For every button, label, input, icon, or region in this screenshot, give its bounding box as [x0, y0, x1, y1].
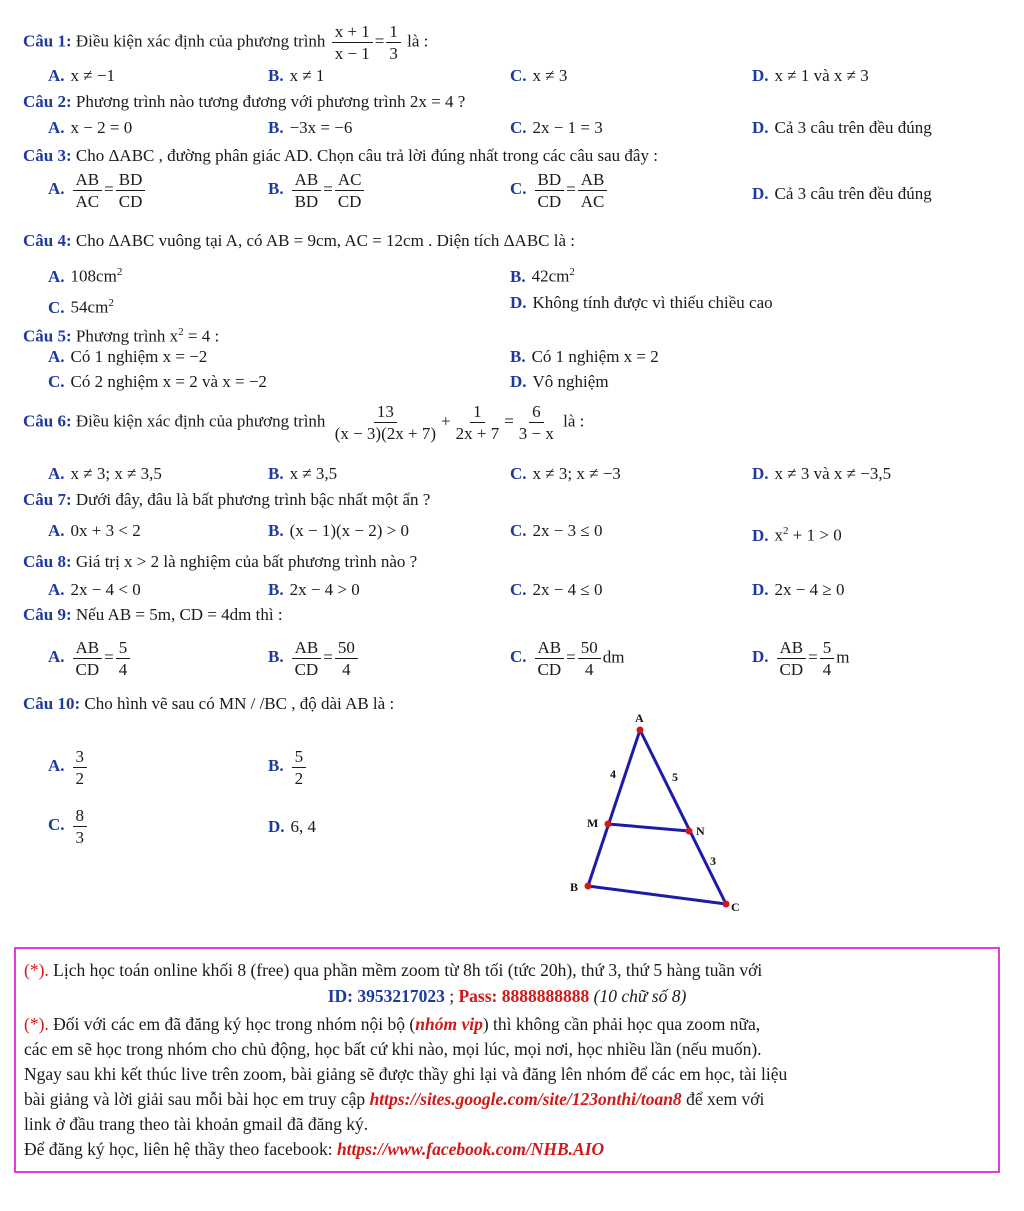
option-b[interactable]: B. x ≠ 3,5: [268, 464, 338, 483]
triangle-figure: [560, 708, 760, 918]
option-d[interactable]: D. x ≠ 3 và x ≠ −3,5: [752, 464, 892, 483]
question-text: Phương trình nào tương đương với phương trình 2x = 4 ?: [75, 92, 466, 111]
point-c: [723, 901, 730, 908]
question-text: Phương trình x: [75, 326, 179, 346]
option-a[interactable]: A. Có 1 nghiệm x = −2: [48, 347, 208, 366]
label-a: A: [635, 711, 644, 725]
fraction: $\frac{6}{3 - x}$: [518, 402, 554, 443]
point-b: [585, 883, 592, 890]
segment-ac: [640, 730, 726, 904]
label-c: C: [731, 900, 740, 914]
option-d[interactable]: D. 6, 4: [268, 817, 317, 836]
option-b[interactable]: B. −3x = −6: [268, 118, 353, 137]
question-2: [23, 92, 465, 112]
question-text: Cho hình vẽ sau có MN / /BC , độ dài AB là :: [84, 694, 395, 713]
notice-line-2: ID: 3953217023 ; Pass: 8888888888 (10 chữ số 8): [327, 986, 687, 1006]
option-d[interactable]: D. x ≠ 1 và x ≠ 3: [752, 66, 869, 85]
question-label: Câu 8:: [23, 552, 72, 571]
segment-ab: [588, 730, 640, 886]
option-b[interactable]: B. $42cm^2$: [510, 266, 575, 286]
option-a[interactable]: A. $\frac{3}{2}$: [48, 747, 89, 788]
option-c[interactable]: C. $54cm^2$: [48, 297, 114, 317]
question-text: Điều kiện xác định của phương trình: [75, 411, 326, 431]
options-row: [0, 638, 1024, 688]
label-an-length: 5: [672, 770, 678, 784]
question-label: Câu 10:: [23, 694, 81, 713]
fraction: $\frac{1}{3}$: [386, 22, 401, 63]
question-label: Câu 6:: [23, 411, 72, 431]
notice-line-5: Ngay sau khi kết thúc live trên zoom, bài giảng sẽ được thầy ghi lại và đăng lên nhóm để các em học, tài liệu: [24, 1064, 788, 1084]
question-10: [23, 694, 394, 714]
option-a[interactable]: A. $\frac{AB}{AC}$ = $\frac{BD}{CD}$: [48, 170, 147, 211]
option-d[interactable]: D. 2x − 4 ≥ 0: [752, 580, 845, 599]
question-label: Câu 3:: [23, 146, 72, 165]
option-a[interactable]: A. x − 2 = 0: [48, 118, 133, 137]
option-c[interactable]: C. Có 2 nghiệm x = 2 và x = −2: [48, 372, 267, 391]
question-label: Câu 7:: [23, 490, 72, 509]
option-c[interactable]: C. $\frac{BD}{CD}$ = $\frac{AB}{AC}$: [510, 170, 609, 211]
label-nc-length: 3: [710, 854, 716, 868]
point-a: [637, 727, 644, 734]
option-a[interactable]: A. $108cm^2$: [48, 266, 123, 286]
fraction: $\frac{x + 1}{x - 1}$: [332, 22, 373, 63]
option-b[interactable]: B. x ≠ 1: [268, 66, 325, 85]
question-text: Nếu AB = 5m, CD = 4dm thì :: [75, 605, 283, 624]
option-d[interactable]: D. Không tính được vì thiếu chiều cao: [510, 293, 773, 312]
option-d[interactable]: D. Cả 3 câu trên đều đúng: [752, 184, 932, 203]
notice-line-3: (*). Đối với các em đã đăng ký học trong nhóm nội bộ (nhóm vip) thì không cần phải học qua zoom nữa,: [24, 1014, 761, 1034]
option-b[interactable]: B. $\frac{AB}{BD}$ = $\frac{AC}{CD}$: [268, 170, 366, 211]
option-c[interactable]: C. $\frac{AB}{CD}$ = $\frac{50}{4}$ dm: [510, 638, 625, 679]
sites-link[interactable]: https://sites.google.com/site/123onthi/toan8: [369, 1089, 682, 1109]
question-text: Dưới đây, đâu là bất phương trình bậc nhất một ẩn ?: [75, 490, 431, 509]
option-a[interactable]: A. x ≠ −1: [48, 66, 115, 85]
segment-mn: [608, 824, 689, 831]
option-c[interactable]: C. 2x − 4 ≤ 0: [510, 580, 603, 599]
option-d[interactable]: D. $\frac{AB}{CD}$ = $\frac{5}{4}$ m: [752, 638, 850, 679]
option-c[interactable]: C. 2x − 1 = 3: [510, 118, 603, 137]
option-d[interactable]: D. Vô nghiệm: [510, 372, 609, 391]
fraction: $\frac{13}{(x - 3)(2x + 7)}$: [334, 402, 437, 443]
option-d[interactable]: D. Cả 3 câu trên đều đúng: [752, 118, 932, 137]
option-c[interactable]: C. 2x − 3 ≤ 0: [510, 521, 603, 540]
question-1: Câu 1: Điều kiện xác định của phương trình $\frac{x + 1}{x - 1}$ = $\frac{1}{3}$ là :: [23, 22, 429, 63]
label-n: N: [696, 824, 705, 838]
point-m: [605, 821, 612, 828]
question-label: Câu 2:: [23, 92, 72, 111]
option-b[interactable]: B. Có 1 nghiệm x = 2: [510, 347, 659, 366]
zoom-pass: Pass: 8888888888: [458, 986, 590, 1006]
facebook-link[interactable]: https://www.facebook.com/NHB.AIO: [336, 1139, 605, 1159]
option-b[interactable]: B. (x − 1)(x − 2) > 0: [268, 521, 410, 540]
notice-line-4: các em sẽ học trong nhóm cho chủ động, học bất cứ khi nào, mọi lúc, mọi nơi, học nhiều lần (nếu muốn).: [24, 1039, 762, 1059]
label-am-length: 4: [610, 767, 616, 781]
fraction: $\frac{1}{2x + 7}$: [455, 402, 500, 443]
label-b: B: [570, 880, 579, 894]
question-9: [23, 605, 283, 625]
point-n: [686, 828, 693, 835]
question-3: [23, 146, 658, 166]
segment-bc: [588, 886, 726, 904]
question-4: [23, 231, 575, 251]
question-label: Câu 4:: [23, 231, 72, 250]
question-text: Giá trị x > 2 là nghiệm của bất phương trình nào ?: [75, 552, 418, 571]
question-8: [23, 552, 417, 572]
option-b[interactable]: B. 2x − 4 > 0: [268, 580, 360, 599]
notice-line-8: Để đăng ký học, liên hệ thầy theo facebook: https://www.facebook.com/NHB.AIO: [24, 1139, 605, 1159]
notice-line-7: link ở đầu trang theo tài khoản gmail đã đăng ký.: [24, 1114, 369, 1134]
option-c[interactable]: C. x ≠ 3; x ≠ −3: [510, 464, 621, 483]
label-m: M: [587, 816, 599, 830]
question-6: Câu 6: Điều kiện xác định của phương trình $\frac{13}{(x - 3)(2x + 7)}$ + $\frac{1}{2x + 7}$ = $\frac{6}{3 - x}$ là :: [23, 402, 585, 443]
option-b[interactable]: B. $\frac{5}{2}$: [268, 747, 308, 788]
question-7: [23, 490, 430, 510]
option-c[interactable]: C. x ≠ 3: [510, 66, 568, 85]
option-a[interactable]: A. $\frac{AB}{CD}$ = $\frac{5}{4}$: [48, 638, 132, 679]
notice-line-6: bài giảng và lời giải sau mỗi bài học em truy cập https://sites.google.com/site/123onthi/toan8 để xem với: [24, 1089, 765, 1109]
option-b[interactable]: B. $\frac{AB}{CD}$ = $\frac{50}{4}$: [268, 638, 360, 679]
question-text: Cho ΔABC vuông tại A, có AB = 9cm, AC = 12cm . Diện tích ΔABC là :: [75, 231, 575, 250]
notice-line-1: (*). Lịch học toán online khối 8 (free) qua phần mềm zoom từ 8h tối (tức 20h), thứ 3, thứ 5 hàng tuần với: [24, 960, 763, 980]
zoom-id: ID: 3953217023: [327, 986, 445, 1006]
question-label: Câu 1:: [23, 31, 72, 51]
question-5: Câu 5: Phương trình $x^2 = 4$ :: [23, 326, 220, 346]
option-a[interactable]: A. 2x − 4 < 0: [48, 580, 141, 599]
question-text: Điều kiện xác định của phương trình: [75, 31, 326, 51]
question-text: Cho ΔABC , đường phân giác AD. Chọn câu trả lời đúng nhất trong các câu sau đây :: [75, 146, 658, 165]
option-c[interactable]: C. $\frac{8}{3}$: [48, 806, 89, 847]
question-label: Câu 5:: [23, 326, 72, 346]
option-a[interactable]: A. 0x + 3 < 2: [48, 521, 141, 540]
question-label: Câu 9:: [23, 605, 72, 624]
option-a[interactable]: A. x ≠ 3; x ≠ 3,5: [48, 464, 162, 483]
option-d[interactable]: D. $x^2 + 1 > 0$: [752, 525, 842, 545]
options-row: [0, 170, 1024, 224]
